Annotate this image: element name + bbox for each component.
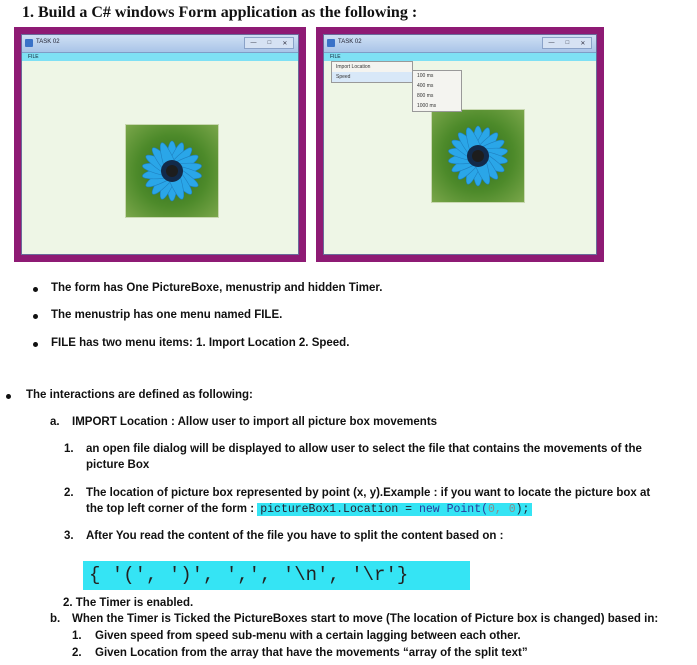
file-menu[interactable]: FILE: [28, 54, 39, 60]
item-a-text: IMPORT Location : Allow user to import all picture box movements: [72, 416, 438, 428]
close-button[interactable]: ✕: [282, 40, 288, 47]
form-window-1: [21, 34, 299, 255]
speed-option[interactable]: 400 ms: [417, 83, 434, 89]
minimize-button[interactable]: —: [548, 40, 555, 46]
code-args: 0, 0: [488, 503, 516, 516]
bullet-dot: [33, 314, 38, 319]
form-window-2: [323, 34, 597, 255]
step-2-line1: The location of picture box represented by point (x, y).Example : if you want to locate the picture box at: [86, 487, 651, 499]
code-example: [257, 503, 532, 516]
menu-item-import-location[interactable]: Import Location: [336, 64, 371, 70]
flower-image: [126, 125, 218, 217]
minimize-button[interactable]: —: [250, 40, 257, 46]
speed-submenu: [412, 70, 462, 112]
form-bullet-1: The form has One PictureBoxe, menustrip and hidden Timer.: [51, 282, 383, 294]
page-heading: 1. Build a C# windows Form application as the following :: [22, 4, 418, 21]
item-b-step-2: Given Location from the array that have the movements “array of the split text”: [95, 647, 528, 659]
close-button[interactable]: ✕: [580, 40, 586, 47]
form-client-area: [22, 61, 298, 254]
maximize-button[interactable]: □: [565, 40, 570, 46]
app-icon: [327, 39, 335, 47]
timer-line: 2. The Timer is enabled.: [63, 597, 194, 609]
title-bar: [22, 35, 298, 53]
flower-image: [432, 110, 524, 202]
window-controls: [542, 37, 592, 49]
step-2-prefix: the top left corner of the form :: [86, 503, 258, 515]
step-number: 1.: [64, 443, 74, 455]
step-number: 1.: [72, 630, 82, 642]
app-icon: [25, 39, 33, 47]
code-type: Point(: [439, 503, 489, 516]
file-dropdown: [331, 61, 413, 83]
bullet-dot: [33, 287, 38, 292]
item-b-marker: b.: [50, 613, 61, 625]
window-title: TASK 02: [338, 39, 362, 45]
step-2-line2: [86, 503, 532, 516]
split-chars-code: { '(', ')', ',', '\n', '\r'}: [83, 561, 470, 590]
step-number: 2.: [72, 647, 82, 659]
step-3-line1: After You read the content of the file you have to split the content based on :: [86, 530, 504, 542]
interactions-title: The interactions are defined as following:: [26, 389, 253, 401]
speed-option[interactable]: 100 ms: [417, 73, 434, 79]
step-1-line2: picture Box: [86, 459, 150, 471]
step-number: 2.: [64, 487, 74, 499]
form-preview-1: [14, 27, 306, 262]
menustrip: [324, 53, 596, 61]
title-bar: [324, 35, 596, 53]
item-a-marker: a.: [50, 416, 60, 428]
step-1-line1: an open file dialog will be displayed to allow user to select the file that contains the movements of the: [86, 443, 642, 455]
bullet-dot: [6, 394, 11, 399]
item-b-step-1: Given speed from speed sub-menu with a certain lagging between each other.: [95, 630, 521, 642]
form-bullet-2: The menustrip has one menu named FILE.: [51, 309, 283, 321]
menu-item-speed[interactable]: Speed: [332, 72, 412, 82]
code-op: =: [398, 503, 419, 516]
code-object: pictureBox1.Location: [260, 503, 399, 516]
code-keyword: new: [418, 503, 440, 516]
maximize-button[interactable]: □: [267, 40, 272, 46]
picture-box: [431, 109, 525, 203]
window-title: TASK 02: [36, 39, 60, 45]
form-bullet-3: FILE has two menu items: 1. Import Location 2. Speed.: [51, 337, 350, 349]
menustrip: [22, 53, 298, 61]
window-controls: [244, 37, 294, 49]
code-end: );: [515, 503, 530, 516]
form-preview-2: [316, 27, 604, 262]
file-menu[interactable]: FILE: [330, 54, 341, 60]
step-number: 3.: [64, 530, 74, 542]
speed-option[interactable]: 1000 ms: [417, 103, 437, 109]
speed-option[interactable]: 800 ms: [417, 93, 434, 99]
picture-box: [125, 124, 219, 218]
bullet-dot: [33, 342, 38, 347]
item-b-text: When the Timer is Ticked the PictureBoxes start to move (The location of Picture box is changed) based in:: [72, 613, 659, 625]
